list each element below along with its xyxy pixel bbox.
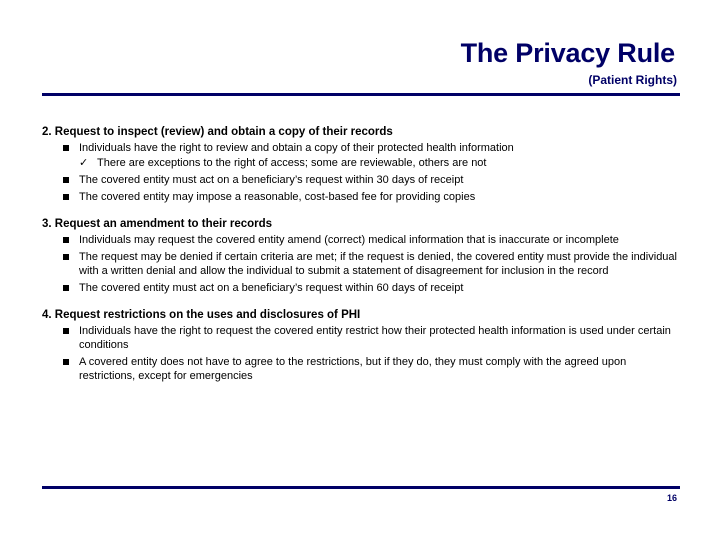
bullet-list xyxy=(42,324,678,383)
page-number: 16 xyxy=(666,493,677,503)
bullet-list xyxy=(42,233,678,295)
section-heading: 4. Request restrictions on the uses and disclosures of PHI xyxy=(42,309,361,321)
list-item-text: Individuals have the right to request the covered entity restrict how their protected health information is used under certain conditions xyxy=(79,325,671,351)
list-item-text: The covered entity must act on a beneficiary’s request within 60 days of receipt xyxy=(79,282,464,294)
list-item-text: A covered entity does not have to agree to the restrictions, but if they do, they must comply with the agreed upon restrictions, except for emergencies xyxy=(79,356,627,382)
list-item xyxy=(42,250,678,278)
list-item xyxy=(42,233,678,247)
bullet-list xyxy=(42,141,678,204)
header-divider xyxy=(42,93,680,96)
checkmark-icon: ✓ xyxy=(79,157,89,169)
list-item xyxy=(42,141,678,155)
square-bullet-icon xyxy=(63,194,69,200)
square-bullet-icon xyxy=(63,359,69,365)
square-bullet-icon xyxy=(63,237,69,243)
list-item-text: Individuals have the right to review and obtain a copy of their protected health information xyxy=(79,142,514,154)
list-item xyxy=(42,355,678,383)
list-item-text: The covered entity must act on a beneficiary’s request within 30 days of receipt xyxy=(79,174,464,186)
square-bullet-icon xyxy=(63,254,69,260)
square-bullet-icon xyxy=(63,285,69,291)
list-item xyxy=(42,324,678,352)
slide-subtitle: (Patient Rights) xyxy=(588,73,677,87)
list-item xyxy=(42,190,678,204)
footer-divider xyxy=(42,486,680,489)
sub-list-item xyxy=(42,156,678,170)
section-request-amendment xyxy=(42,217,678,295)
section-heading: 3. Request an amendment to their records xyxy=(42,218,273,230)
section-request-restrictions xyxy=(42,308,678,383)
square-bullet-icon xyxy=(63,177,69,183)
list-item-text: The request may be denied if certain criteria are met; if the request is denied, the covered entity must provide the individual with a written denial and allow the individual to submit a statement of disagreement for inclusion in the record xyxy=(79,251,677,277)
section-inspect-records xyxy=(42,125,678,204)
section-heading: 2. Request to inspect (review) and obtain a copy of their records xyxy=(42,126,393,138)
list-item-text: The covered entity may impose a reasonable, cost-based fee for providing copies xyxy=(79,191,476,203)
square-bullet-icon xyxy=(63,145,69,151)
square-bullet-icon xyxy=(63,328,69,334)
list-item-text: Individuals may request the covered entity amend (correct) medical information that is inaccurate or incomplete xyxy=(79,234,619,246)
slide-title: The Privacy Rule xyxy=(460,38,675,68)
slide-content xyxy=(42,125,678,386)
list-item xyxy=(42,173,678,187)
list-item xyxy=(42,281,678,295)
sub-list-item-text: There are exceptions to the right of access; some are reviewable, others are not xyxy=(97,157,487,169)
